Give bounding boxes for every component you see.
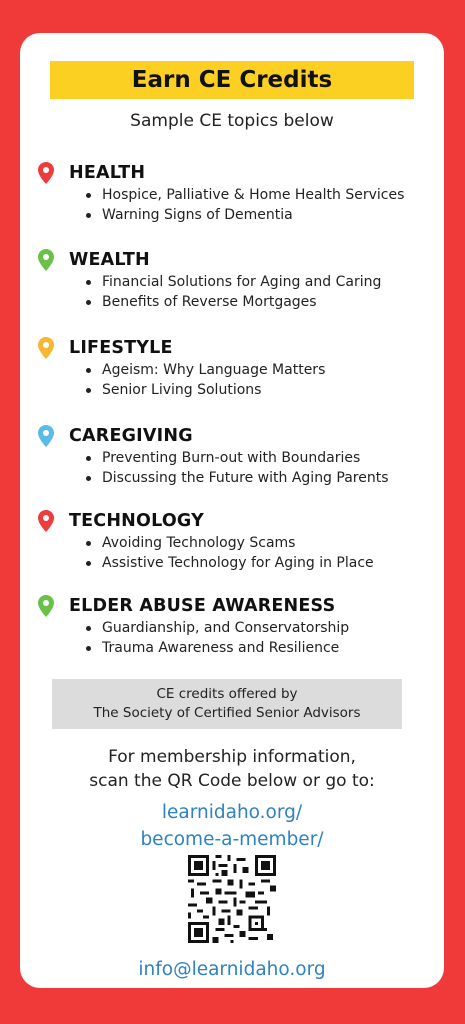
credits-line-2: The Society of Certified Senior Advisors xyxy=(93,705,361,721)
list-item: Preventing Burn-out with Boundaries xyxy=(84,448,438,468)
list-item: Hospice, Palliative & Home Health Services xyxy=(84,185,438,205)
section-title: CAREGIVING xyxy=(69,426,193,446)
list-item: Assistive Technology for Aging in Place xyxy=(84,553,438,573)
title-banner xyxy=(50,61,414,99)
section-title: ELDER ABUSE AWARENESS xyxy=(69,596,336,616)
location-pin-icon xyxy=(38,162,54,184)
page-subtitle: Sample CE topics below xyxy=(130,111,334,131)
location-pin-icon xyxy=(38,595,54,617)
list-item: Discussing the Future with Aging Parents xyxy=(84,468,438,488)
section-caregiving xyxy=(38,424,438,488)
membership-link-line-1[interactable]: learnidaho.org/ xyxy=(161,802,303,823)
section-technology xyxy=(38,509,438,573)
qr-code-icon[interactable] xyxy=(188,855,276,943)
section-title: TECHNOLOGY xyxy=(69,511,204,531)
list-item: Ageism: Why Language Matters xyxy=(84,360,438,380)
section-title: WEALTH xyxy=(69,250,150,270)
section-wealth xyxy=(38,248,438,312)
email-link[interactable]: info@learnidaho.org xyxy=(138,959,326,980)
location-pin-icon xyxy=(38,249,54,271)
list-item: Guardianship, and Conservatorship xyxy=(84,618,438,638)
section-elder-abuse-awareness xyxy=(38,594,438,658)
membership-line-1: For membership information, xyxy=(108,747,356,767)
list-item: Trauma Awareness and Resilience xyxy=(84,638,438,658)
credits-line-1: CE credits offered by xyxy=(156,686,298,702)
section-health xyxy=(38,161,438,225)
location-pin-icon xyxy=(38,337,54,359)
page-title: Earn CE Credits xyxy=(131,67,333,93)
membership-line-2: scan the QR Code below or go to: xyxy=(89,771,375,791)
ce-credits-notice xyxy=(52,679,402,729)
location-pin-icon xyxy=(38,425,54,447)
section-title: HEALTH xyxy=(69,163,146,183)
section-lifestyle xyxy=(38,336,438,400)
flyer-card xyxy=(20,33,444,988)
list-item: Warning Signs of Dementia xyxy=(84,205,438,225)
list-item: Financial Solutions for Aging and Caring xyxy=(84,272,438,292)
section-title: LIFESTYLE xyxy=(69,338,173,358)
list-item: Benefits of Reverse Mortgages xyxy=(84,292,438,312)
list-item: Avoiding Technology Scams xyxy=(84,533,438,553)
list-item: Senior Living Solutions xyxy=(84,380,438,400)
membership-link-line-2[interactable]: become-a-member/ xyxy=(140,829,324,850)
membership-info xyxy=(20,745,444,793)
location-pin-icon xyxy=(38,510,54,532)
